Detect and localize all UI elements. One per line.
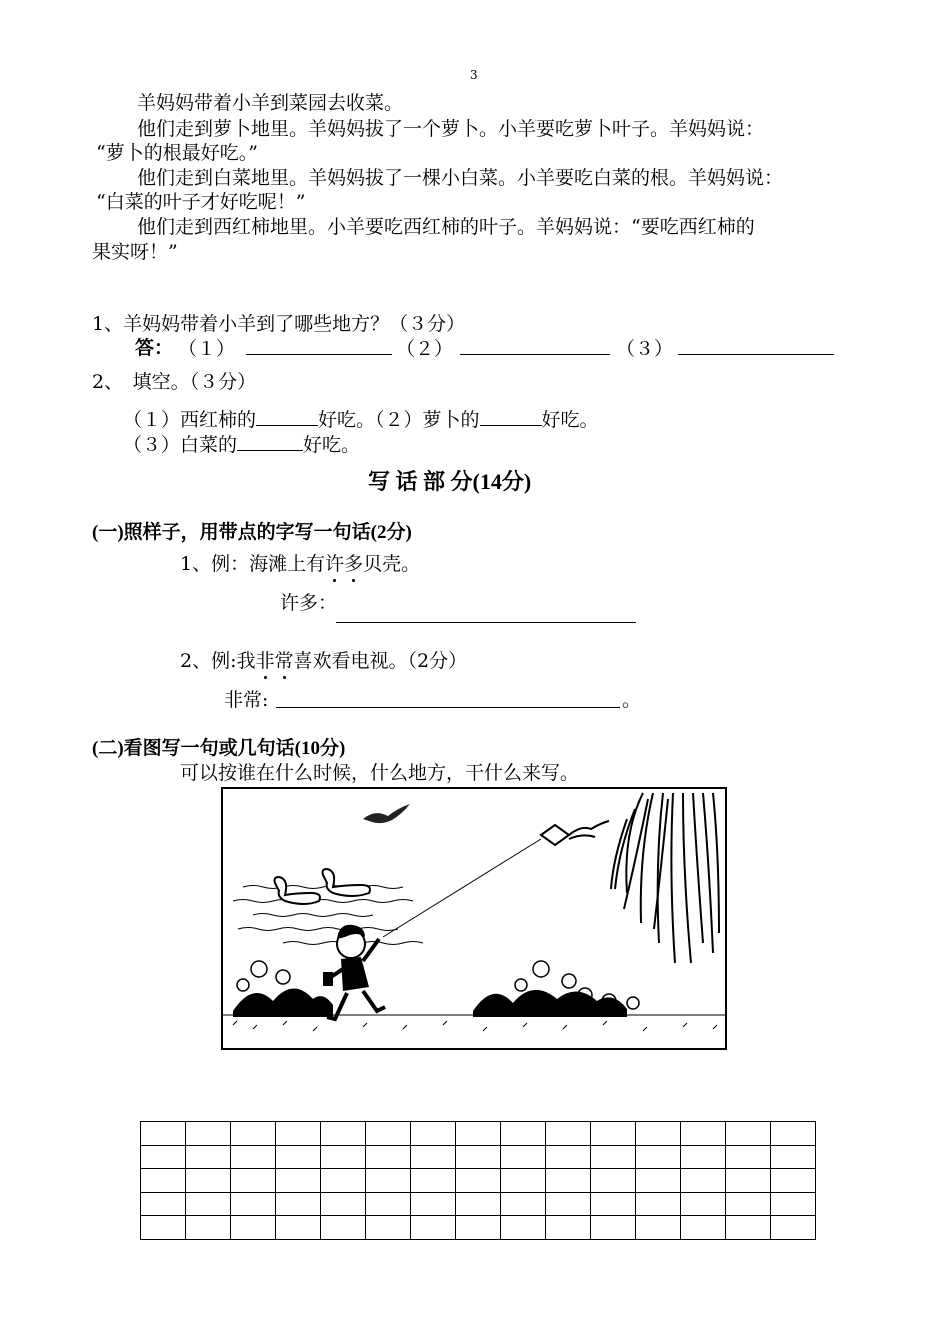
- answer-slot-1-line[interactable]: [246, 336, 392, 355]
- grid-cell[interactable]: [546, 1145, 591, 1169]
- dotted-char: 许: [325, 553, 345, 575]
- fill-blank-2[interactable]: [480, 407, 542, 426]
- grid-cell[interactable]: [276, 1216, 321, 1240]
- question-1: 1、羊妈妈带着小羊到了哪些地方？（３分）: [92, 313, 466, 335]
- grid-cell[interactable]: [141, 1145, 186, 1169]
- answer-slot-1-label: （１）: [178, 338, 236, 360]
- grid-cell[interactable]: [186, 1216, 231, 1240]
- fill-blank-3[interactable]: [237, 432, 303, 451]
- grid-cell[interactable]: [771, 1192, 816, 1216]
- grid-cell[interactable]: [141, 1122, 186, 1146]
- grid-cell[interactable]: [231, 1192, 276, 1216]
- writing-grid: [140, 1121, 816, 1240]
- dotted-char: 非: [255, 650, 275, 672]
- ground-icon: [223, 1015, 725, 1031]
- grid-cell[interactable]: [726, 1122, 771, 1146]
- story-line: 羊妈妈带着小羊到菜园去收菜。: [137, 92, 404, 114]
- grid-cell[interactable]: [681, 1216, 726, 1240]
- story-line: 他们走到萝卜地里。羊妈妈拔了一个萝卜。小羊要吃萝卜叶子。羊妈妈说：: [137, 118, 765, 140]
- grid-cell[interactable]: [546, 1122, 591, 1146]
- grid-row: [141, 1145, 816, 1169]
- grid-cell[interactable]: [186, 1169, 231, 1193]
- grid-row: [141, 1169, 816, 1193]
- grid-cell[interactable]: [411, 1192, 456, 1216]
- grid-cell[interactable]: [141, 1216, 186, 1240]
- grid-cell[interactable]: [726, 1216, 771, 1240]
- grid-cell[interactable]: [321, 1122, 366, 1146]
- grid-cell[interactable]: [186, 1192, 231, 1216]
- fill-item-1: [123, 407, 599, 433]
- grid-cell[interactable]: [501, 1122, 546, 1146]
- fill-item-1-post: 好吃。: [318, 409, 376, 431]
- grid-cell[interactable]: [186, 1145, 231, 1169]
- answer-label: 答：: [135, 338, 174, 359]
- example-1-answer-line[interactable]: [336, 604, 636, 623]
- grid-cell[interactable]: [636, 1145, 681, 1169]
- grid-cell[interactable]: [276, 1169, 321, 1193]
- duck-icon: [275, 869, 371, 904]
- writing-section-title: 写 话 部 分(14分): [368, 469, 532, 494]
- fill-item-3-pre: （３）白菜的: [123, 434, 238, 456]
- grid-cell[interactable]: [546, 1216, 591, 1240]
- grid-cell[interactable]: [681, 1192, 726, 1216]
- bird-icon: [363, 804, 410, 823]
- grid-cell[interactable]: [456, 1192, 501, 1216]
- grid-row: [141, 1122, 816, 1146]
- story-line: 他们走到西红柿地里。小羊要吃西红柿的叶子。羊妈妈说：“要吃西红柿的: [137, 216, 755, 238]
- grid-cell[interactable]: [456, 1169, 501, 1193]
- story-line: 他们走到白菜地里。羊妈妈拔了一棵小白菜。小羊要吃白菜的根。羊妈妈说：: [137, 167, 784, 189]
- grid-cell[interactable]: [411, 1145, 456, 1169]
- kite-flying-boy-illustration: [221, 787, 727, 1050]
- fill-item-3-post: 好吃。: [303, 434, 361, 456]
- grid-cell[interactable]: [636, 1169, 681, 1193]
- answer-slot-3-label: （３）: [616, 338, 674, 360]
- grid-cell[interactable]: [726, 1169, 771, 1193]
- grid-cell[interactable]: [366, 1122, 411, 1146]
- example-2-label: 非常:: [224, 689, 269, 711]
- grid-cell[interactable]: [501, 1145, 546, 1169]
- grid-cell[interactable]: [231, 1122, 276, 1146]
- grid-row: [141, 1192, 816, 1216]
- grid-cell[interactable]: [456, 1216, 501, 1240]
- grid-cell[interactable]: [276, 1122, 321, 1146]
- example-2-answer-line[interactable]: [276, 689, 620, 708]
- grid-cell[interactable]: [276, 1145, 321, 1169]
- grid-cell[interactable]: [456, 1145, 501, 1169]
- part-2-title: (二)看图写一句或几句话(10分): [92, 738, 346, 759]
- grid-cell[interactable]: [366, 1145, 411, 1169]
- grid-cell[interactable]: [141, 1192, 186, 1216]
- part-2-hint: 可以按谁在什么时候，什么地方，干什么来写。: [180, 762, 580, 784]
- grid-cell[interactable]: [591, 1169, 636, 1193]
- grid-row: [141, 1216, 816, 1240]
- grid-cell[interactable]: [726, 1192, 771, 1216]
- willow-tree-icon: [611, 793, 719, 963]
- grid-cell[interactable]: [636, 1122, 681, 1146]
- answer-slot-3-line[interactable]: [678, 336, 834, 355]
- grid-cell[interactable]: [546, 1192, 591, 1216]
- story-line: “萝卜的根最好吃。”: [96, 142, 258, 164]
- grid-cell[interactable]: [231, 1216, 276, 1240]
- example-1-label: 许多：: [280, 592, 338, 614]
- grid-cell[interactable]: [321, 1192, 366, 1216]
- grid-cell[interactable]: [141, 1169, 186, 1193]
- example-2-end: 。: [622, 689, 642, 711]
- grid-cell[interactable]: [771, 1145, 816, 1169]
- grid-cell[interactable]: [366, 1169, 411, 1193]
- grid-cell[interactable]: [771, 1169, 816, 1193]
- grid-cell[interactable]: [411, 1216, 456, 1240]
- grid-cell[interactable]: [681, 1122, 726, 1146]
- grid-cell[interactable]: [501, 1169, 546, 1193]
- grid-cell[interactable]: [456, 1122, 501, 1146]
- illustration-svg: [223, 789, 725, 1048]
- example-1: [180, 551, 420, 577]
- grid-cell[interactable]: [321, 1145, 366, 1169]
- fill-item-2-post: 好吃。: [541, 409, 599, 431]
- grid-cell[interactable]: [591, 1122, 636, 1146]
- grid-cell[interactable]: [411, 1122, 456, 1146]
- grid-cell[interactable]: [501, 1192, 546, 1216]
- grid-cell[interactable]: [321, 1169, 366, 1193]
- kite-icon: [541, 825, 569, 845]
- grid-cell[interactable]: [771, 1122, 816, 1146]
- grid-cell[interactable]: [501, 1216, 546, 1240]
- grid-cell[interactable]: [636, 1192, 681, 1216]
- grid-cell[interactable]: [186, 1122, 231, 1146]
- grid-cell[interactable]: [591, 1192, 636, 1216]
- question-2: 2、 填空。（３分）: [92, 371, 257, 393]
- grid-cell[interactable]: [636, 1216, 681, 1240]
- fill-blank-1[interactable]: [256, 407, 318, 426]
- bush-icon: [233, 988, 627, 1017]
- story-line: “白菜的叶子才好吃呢！”: [96, 191, 306, 213]
- grid-cell[interactable]: [231, 1145, 276, 1169]
- grid-cell[interactable]: [366, 1216, 411, 1240]
- story-line: 果实呀！”: [92, 241, 178, 263]
- grid-cell[interactable]: [591, 1145, 636, 1169]
- answer-slot-2-label: （２）: [396, 338, 454, 360]
- grid-cell[interactable]: [771, 1216, 816, 1240]
- grid-cell[interactable]: [546, 1169, 591, 1193]
- page-number: 3: [470, 68, 478, 82]
- dotted-char: 多: [344, 553, 364, 575]
- grid-cell[interactable]: [681, 1169, 726, 1193]
- answer-slot-2-line[interactable]: [460, 336, 610, 355]
- grid-cell[interactable]: [276, 1192, 321, 1216]
- grid-cell[interactable]: [411, 1169, 456, 1193]
- example-1-post: 贝壳。: [363, 553, 421, 575]
- dotted-char: 常: [274, 650, 294, 672]
- part-1-title: (一)照样子，用带点的字写一句话(2分): [92, 522, 412, 543]
- water-icon: [233, 886, 423, 945]
- grid-cell[interactable]: [726, 1145, 771, 1169]
- example-2: [180, 648, 467, 674]
- grid-cell[interactable]: [681, 1145, 726, 1169]
- grid-cell[interactable]: [231, 1169, 276, 1193]
- fill-item-2-pre: （２）萝卜的: [375, 409, 480, 431]
- fill-item-3: [123, 432, 360, 458]
- grid-cell[interactable]: [591, 1216, 636, 1240]
- grid-cell[interactable]: [321, 1216, 366, 1240]
- example-1-pre: 1、例：海滩上有: [180, 553, 326, 575]
- grid-cell[interactable]: [366, 1192, 411, 1216]
- example-2-post: 喜欢看电视。（2分）: [293, 650, 468, 672]
- example-2-pre: 2、例:我: [180, 650, 256, 672]
- fill-item-1-pre: （１）西红柿的: [123, 409, 257, 431]
